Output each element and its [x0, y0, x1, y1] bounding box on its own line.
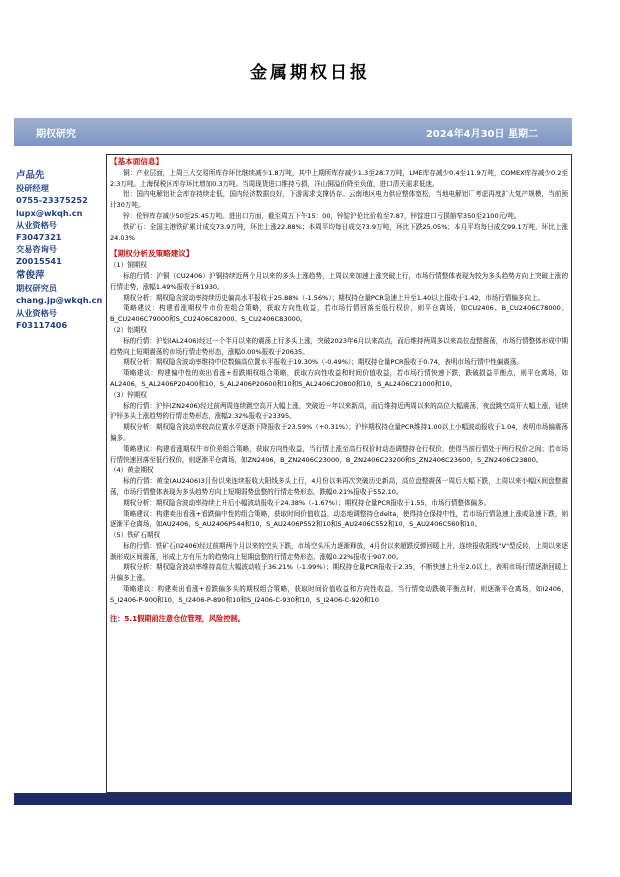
report-content [106, 154, 572, 793]
analyst-consult: Z0015541 [16, 256, 62, 267]
analyst-card [16, 170, 88, 268]
strategy-section-title: 【期权分析及策略建议】 [110, 249, 194, 259]
report-title: 金属期权日报 [250, 63, 370, 83]
analyst-name: 常俊萍 [16, 270, 45, 281]
product-market: 标的行情：黄金(AU2406)3月份以来连续报收大阳线多头上行，4月份以来再次突破历史新高，高位盘整震荡一周后大幅下跌，上周以来小幅区间盘整震荡，市场行情整体表现为多头趋势方向上短期弱势盘整的行情走势形态，跌幅0.21%报收于552.10。 [110, 477, 568, 496]
product-analysis: 期权分析：期权隐含波动率持续上升后小幅波动报收于24.38%（-1.67%）；期权持仓量PCR报收于1.55，市场行情整体偏多。 [123, 498, 491, 507]
analyst-sidebar [14, 146, 106, 793]
product-heading: （5）铁矿石期权 [110, 531, 160, 540]
product-strategy: 策略建议：构建偏中性的卖出看涨+看跌期权组合策略，获取方向性收益和时间价值收益，若市场行情快速下跌，跌破损益平衡点，则平仓离场，如AL2406，S_AL2406P20400和10，S_AL2406P20600和10和S_AL2406C20800和10，S_AL2406C21000和10。 [110, 369, 568, 388]
risk-note: 注：5.1假期前注意仓位管理，风险控制。 [110, 613, 245, 623]
product-strategy: 策略建议：构建卖出看涨+看跌偏多头的期权组合策略，获取时间价值收益和方向性收益，当行情变动跌破平衡点时，则逐渐平仓离场，如I2406，S_I2406-P-900和10，S_I2406-P-890和10和S_I2406-C-930和10，S_I2406-C-920和10 [110, 585, 568, 604]
product-gold [110, 465, 568, 530]
analyst-cert: F3047321 [16, 232, 62, 243]
fundamentals-title: 【基本面信息】 [110, 157, 164, 166]
product-analysis: 期权分析：期权隐含波动率持续历史偏高水平报收于25.88%（-1.56%）；期权持仓量PCR急速上升至1.40以上报收于1.42，市场行情偏多向上。 [123, 293, 545, 302]
analyst-consult-label: 交易咨询号 [16, 244, 57, 255]
product-market: 标的行情：铁矿石(I2406)经过前期两个月以来的空头下跌，市场空头压力逐渐释放，4月份以来超跌反弹回暖上升，连续报收阳线"V"型反转，上周以来逐渐形成区间震荡，形成上方有压力的趋势向上短期盘整的行情走势形态，涨幅0.22%报收于907.00。 [110, 541, 568, 561]
product-iron-ore [110, 530, 568, 606]
analyst-card [16, 270, 102, 331]
product-strategy: 策略建议：构建看涨期权牛市价差组合策略，获取方向性收益，当行情上涨至高行权价时动态调整持仓行权价，使得当前行情处于两行权价之间；若市场行情快速回落至低行权价，则逐渐平仓离场，如ZN2406，B_ZN2406C23000，B_ZN2406C23200和S_ZN2406C23600，S_ZN2406C23800。 [110, 444, 568, 464]
product-aluminum [110, 325, 568, 390]
analyst-email[interactable]: lupx@wkqh.cn [16, 207, 83, 218]
product-market: 标的行情：沪锌(ZN2406)经过前两周连续跳空高开大幅上涨，突破近一年以来新高，而后维持近两周以来的高位大幅震荡，夜盘跳空高开大幅上涨，延续沪锌多头上涨趋势的行情走势形态，涨幅2.32%报收于23395。 [110, 401, 568, 421]
fundamental-zinc: 锌：伦锌库存减少50至25.45万吨。进出口方面，截至周五下午15：00，锌锭沪伦比价收至7.87，锌锭进口亏损缩窄350至2100元/吨。 [123, 211, 521, 220]
product-market: 标的行情：沪铜（CU2406）沪铜持续近两个月以来的多头上涨趋势，上周以来加速上涨突破上行，市场行情整体表现为较为多头趋势方向上突破上涨的行情走势，涨幅1.49%报收于81930。 [110, 271, 568, 291]
product-heading: （4）黄金期权 [110, 466, 154, 475]
header-band [14, 118, 572, 146]
product-copper [110, 260, 568, 325]
analyst-cert-label: 从业资格号 [16, 219, 57, 230]
analyst-title: 投研经理 [16, 183, 49, 194]
analyst-email[interactable]: chang.jp@wkqh.cn [16, 295, 103, 306]
fundamental-aluminum: 铝：国内电解铝社会库存持续走低，国内经济数据良好，下游需求支撑仍存。云南地区电力供应整体宽松，当地电解铝厂考虑再度扩大复产规模，当前预计30万吨。 [110, 190, 568, 210]
product-market: 标的行情：沪铝(AL2406)经过一个半月以来的震荡上行多头上涨，突破2023年6月以来高点，而后维持两周多以来高位盘整震荡，市场行情整体形成中期趋势向上短期震荡的市场行情走势形态，涨幅0.00%报收于20635。 [110, 336, 568, 356]
product-strategy: 策略建议：构建卖出看涨+看跌偏中性的组合策略，获取时间价值收益，动态地调整持仓delta，使得持仓保持中性，若市场行情急速上涨或急速下跌，则逐渐平仓离场，如AU2406，S_AU2406P544和10，S_AU2406P552和10和S_AU2406C552和10，S_AU2406C560和10。 [110, 509, 568, 529]
product-analysis: 期权分析：期权隐含波动率较高位置水平逐渐下降报收于23.59%（+0.31%）；沪锌期权持仓量PCR维持1.00以上小幅波动报收于1.04，表明市场偏震荡偏多。 [110, 423, 568, 442]
product-heading: （3）锌期权 [110, 390, 147, 399]
product-strategy: 策略建议：构建看涨期权牛市价差组合策略，获取方向性收益，若市场行情回落至低行权价，则平仓离场，如CU2406、B_CU2406C78000、B_CU2406C79000和S_CU2406C82000、S_CU2406C83000。 [110, 304, 568, 324]
product-heading: （2）铝期权 [110, 325, 147, 334]
report-category: 期权研究 [36, 129, 76, 140]
product-analysis: 期权分析：期权隐含波动率维持中位数偏高位置水平报收于19.30%（-0.49%）；期权持仓量PCR报收于0.74，表明市场行情中性偏震荡。 [123, 358, 523, 367]
analyst-title: 期权研究员 [16, 283, 57, 294]
analyst-name: 卢品先 [16, 170, 45, 181]
fundamental-iron-ore: 铁矿石：全国主港铁矿累计成交73.9万吨，环比上涨22.88%；本周平均每日成交73.9万吨，环比下跌25.05%；本月平均每日成交99.1万吨，环比上涨24.03% [110, 222, 568, 242]
fundamental-copper: 铜：产业层面，上周三大交易所库存环比继续减少1.8万吨，其中上期所库存减少1.3至28.7万吨，LME库存减少0.4至11.9万吨，COMEX库存减少0.2至2.3万吨。上海保税区库存环比增加0.3万吨。当周现货进口维持亏损，洋山铜溢价降至负值，进口清关需求低迷。 [110, 168, 568, 188]
report-date: 2024年4月30日 星期二 [425, 129, 538, 140]
analyst-cert: F03117406 [16, 319, 68, 330]
product-heading: （1）铜期权 [110, 261, 147, 270]
product-zinc [110, 390, 568, 466]
analyst-phone: 0755-23375252 [16, 195, 88, 206]
product-analysis: 期权分析：期权隐含波动率维持高位大幅波动收于36.21%（-1.99%）；期权持仓量PCR报收于2.35，不断快速上升至2.0以上，表明市场行情逐渐回暖上升偏多上涨。 [110, 563, 568, 583]
footer-bar [14, 793, 572, 805]
analyst-cert-label: 从业资格号 [16, 307, 57, 318]
